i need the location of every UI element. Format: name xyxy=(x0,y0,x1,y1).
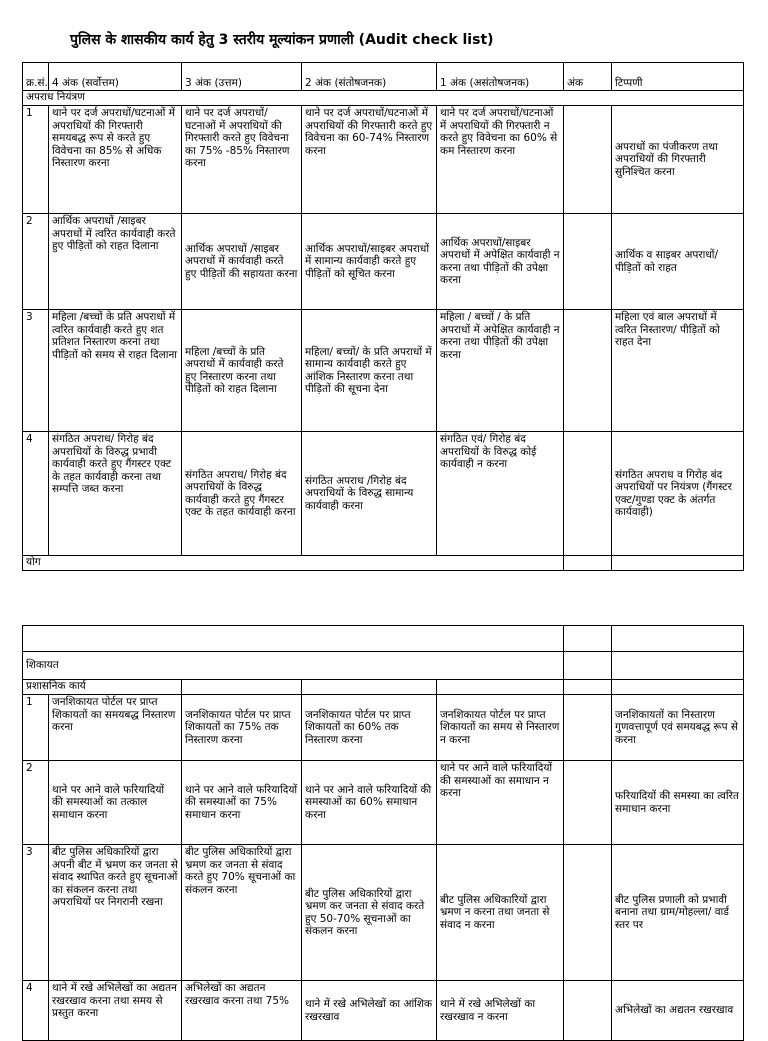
cell-score-3: संगठित अपराध/ गिरोह बंद अपराधियों के विरुद्ध कार्यवाही करते हुए गैंगस्टर एक्ट के तहत कार्यवाही करना xyxy=(182,432,302,556)
table-row xyxy=(23,761,744,845)
cell-score-2: थाने पर आने वाले फरियादियों की समस्याओं का 60% समाधान करना xyxy=(302,761,437,845)
total-marks xyxy=(564,556,612,571)
total-label: योग xyxy=(23,556,564,571)
table-row xyxy=(23,432,744,556)
row-number: 3 xyxy=(23,310,49,432)
section-empty xyxy=(182,680,302,695)
blank-marks xyxy=(564,626,612,652)
cell-score-4: बीट पुलिस अधिकारियों द्वारा अपनी बीट में भ्रमण कर जनता से संवाद स्थापित करते हुए सूचनाओं का संकलन करना तथा अपराधियों पर निगरानी रखना xyxy=(49,845,182,981)
cell-remarks: संगठित अपराध व गिरोह बंद अपराधियों पर नियंत्रण (गैंगस्टर एक्ट/गुण्डा एक्ट के अंतर्गत कार्यवाही) xyxy=(612,432,744,556)
cell-remarks: अभिलेखों का अद्यतन रखरखाव xyxy=(612,981,744,1041)
cell-score-3: बीट पुलिस अधिकारियों द्वारा भ्रमण कर जनता से संवाद करते हुए 70% सूचनाओं का संकलन करना xyxy=(182,845,302,981)
row-number: 4 xyxy=(23,432,49,556)
cell-marks xyxy=(564,106,612,214)
cell-score-3: जनशिकायत पोर्टल पर प्राप्त शिकायतों का 75% तक निस्तारण करना xyxy=(182,695,302,761)
cell-score-2: आर्थिक अपराधों/साइबर अपराधों में सामान्य कार्यवाही करते हुए पीड़ितों को सूचित करना xyxy=(302,214,437,310)
section-empty xyxy=(437,680,564,695)
header-score-3: 3 अंक (उत्तम) xyxy=(182,63,302,91)
cell-remarks: बीट पुलिस प्रणाली को प्रभावी बनाना तथा ग्राम/मोहल्ला/ वार्ड स्तर पर xyxy=(612,845,744,981)
cell-remarks: अपराधों का पंजीकरण तथा अपराधियों की गिरफ्तारी सुनिश्चित करना xyxy=(612,106,744,214)
section-row xyxy=(23,652,744,680)
total-remarks xyxy=(612,556,744,571)
cell-marks xyxy=(564,981,612,1041)
row-number: 4 xyxy=(23,981,49,1041)
table-row xyxy=(23,310,744,432)
cell-score-4: थाने पर दर्ज अपराधों/घटनाओं में अपराधियों की गिरफ्तारी समयबद्ध रूप से करते हुए विवेचना का 85% से अधिक निस्तारण करना xyxy=(49,106,182,214)
cell-score-4: जनशिकायत पोर्टल पर प्राप्त शिकायतों का समयबद्ध निस्तारण करना xyxy=(49,695,182,761)
cell-score-2: महिला/ बच्चों/ के प्रति अपराधों में सामान्य कार्यवाही करते हुए आंशिक निस्तारण करना तथा पीड़ितों की सूचना देना xyxy=(302,310,437,432)
cell-marks xyxy=(564,695,612,761)
cell-score-3: महिला /बच्चों के प्रति अपराधों में कार्यवाही करते हुए निस्तारण करना तथा पीड़ितों को राहत दिलाना xyxy=(182,310,302,432)
header-score-1: 1 अंक (असंतोषजनक) xyxy=(437,63,564,91)
total-row xyxy=(23,556,744,571)
cell-score-3: अभिलेखों का अद्यतन रखरखाव करना तथा 75% xyxy=(182,981,302,1041)
cell-remarks: आर्थिक व साइबर अपराधों/ पीड़ितों को राहत xyxy=(612,214,744,310)
cell-score-2: संगठित अपराध /गिरोह बंद अपराधियों के विरुद्ध सामान्य कार्यवाही करना xyxy=(302,432,437,556)
section-empty xyxy=(302,680,437,695)
cell-score-1: थाने में रखे अभिलेखों का रखरखाव न करना xyxy=(437,981,564,1041)
blank-remarks xyxy=(612,626,744,652)
cell-score-1: महिला / बच्चों / के प्रति अपराधों में अपेक्षित कार्यवाही न करना तथा पीड़ितों की उपेक्षा करना xyxy=(437,310,564,432)
cell-score-2: थाने में रखे अभिलेखों का आंशिक रखरखाव xyxy=(302,981,437,1041)
audit-table-1 xyxy=(22,62,744,571)
table-row xyxy=(23,845,744,981)
section-title: प्रशासनिक कार्य xyxy=(23,680,182,695)
cell-score-1: थाने पर आने वाले फरियादियों की समस्याओं का समाधान न करना xyxy=(437,761,564,845)
table-row xyxy=(23,695,744,761)
cell-score-3: थाने पर आने वाले फरियादियों की समस्याओं का 75% समाधान करना xyxy=(182,761,302,845)
header-marks: अंक xyxy=(564,63,612,91)
cell-score-2: बीट पुलिस अधिकारियों द्वारा भ्रमण कर जनता से संवाद करते हुए 50-70% सूचनाओं का संकलन करना xyxy=(302,845,437,981)
cell-score-1: बीट पुलिस अधिकारियों द्वारा भ्रमण न करना तथा जनता से संवाद न करना xyxy=(437,845,564,981)
cell-marks xyxy=(564,214,612,310)
section-title: शिकायत xyxy=(23,652,564,680)
section-row xyxy=(23,91,744,106)
cell-marks xyxy=(564,761,612,845)
header-serial: क्र.सं. xyxy=(23,63,49,91)
cell-score-1: थाने पर दर्ज अपराधों/घटनाओं में अपराधियों की गिरफ्तारी न करते हुए विवेचना का 60% से कम निस्तारण करना xyxy=(437,106,564,214)
cell-score-3: आर्थिक अपराधों /साइबर अपराधों में कार्यवाही करते हुए पीड़ितों की सहायता करना xyxy=(182,214,302,310)
header-row xyxy=(23,63,744,91)
section-empty xyxy=(612,680,744,695)
cell-score-4: आर्थिक अपराधों /साइबर अपराधों में त्वरित कार्यवाही करते हुए पीड़ितों को राहत दिलाना xyxy=(49,214,182,310)
cell-score-1: संगठित एवं/ गिरोह बंद अपराधियों के विरुद्ध कोई कार्यवाही न करना xyxy=(437,432,564,556)
section-row xyxy=(23,680,744,695)
audit-table-2 xyxy=(22,625,744,1041)
table-row xyxy=(23,214,744,310)
cell-score-2: जनशिकायत पोर्टल पर प्राप्त शिकायतों का 60% तक निस्तारण करना xyxy=(302,695,437,761)
section-title: अपराध नियंत्रण xyxy=(23,91,744,106)
cell-remarks: महिला एवं बाल अपराधों में त्वरित निस्तारण/ पीड़ितों को राहत देना xyxy=(612,310,744,432)
cell-marks xyxy=(564,310,612,432)
row-number: 2 xyxy=(23,761,49,845)
row-number: 1 xyxy=(23,106,49,214)
row-number: 2 xyxy=(23,214,49,310)
cell-remarks: फरियादियों की समस्या का त्वरित समाधान करना xyxy=(612,761,744,845)
cell-marks xyxy=(564,845,612,981)
header-remarks: टिप्पणी xyxy=(612,63,744,91)
section-empty xyxy=(564,680,612,695)
page-title: पुलिस के शासकीय कार्य हेतु 3 स्तरीय मूल्यांकन प्रणाली (Audit check list) xyxy=(70,32,494,48)
cell-marks xyxy=(564,432,612,556)
cell-score-2: थाने पर दर्ज अपराधों/घटनाओं में अपराधियों की गिरफ्तारी करते हुए विवेचना का 60-74% निस्तारण करना xyxy=(302,106,437,214)
cell-score-4: महिला /बच्चों के प्रति अपराधों में त्वरित कार्यवाही करते हुए शत प्रतिशत निस्तारण करना तथा पीड़ितों को समय से राहत दिलाना xyxy=(49,310,182,432)
cell-score-4: संगठित अपराध/ गिरोह बंद अपराधियों के विरुद्ध प्रभावी कार्यवाही करते हुए गैंगस्टर एक्ट के तहत कार्यवाही करना तथा सम्पत्ति जब्त करना xyxy=(49,432,182,556)
blank-header-row xyxy=(23,626,744,652)
header-score-4: 4 अंक (सर्वोत्तम) xyxy=(49,63,182,91)
cell-score-4: थाने पर आने वाले फरियादियों की समस्याओं का तत्काल समाधान करना xyxy=(49,761,182,845)
cell-score-1: जनशिकायत पोर्टल पर प्राप्त शिकायतों का समय से निस्तारण न करना xyxy=(437,695,564,761)
cell-score-3: थाने पर दर्ज अपराधों/घटनाओं में अपराधियों की गिरफ्तारी करते हुए विवेचना का 75% -85% निस्तारण करना xyxy=(182,106,302,214)
table-row xyxy=(23,981,744,1041)
section-remarks xyxy=(612,652,744,680)
cell-score-4: थाने में रखे अभिलेखों का अद्यतन रखरखाव करना तथा समय से प्रस्तुत करना xyxy=(49,981,182,1041)
cell-score-1: आर्थिक अपराधों/साइबर अपराधों में अपेक्षित कार्यवाही न करना तथा पीड़ितों की उपेक्षा करना xyxy=(437,214,564,310)
row-number: 3 xyxy=(23,845,49,981)
blank-header xyxy=(23,626,564,652)
section-marks xyxy=(564,652,612,680)
header-score-2: 2 अंक (संतोषजनक) xyxy=(302,63,437,91)
table-row xyxy=(23,106,744,214)
cell-remarks: जनशिकायतों का निस्तारण गुणवत्तापूर्ण एवं समयबद्ध रूप से करना xyxy=(612,695,744,761)
row-number: 1 xyxy=(23,695,49,761)
